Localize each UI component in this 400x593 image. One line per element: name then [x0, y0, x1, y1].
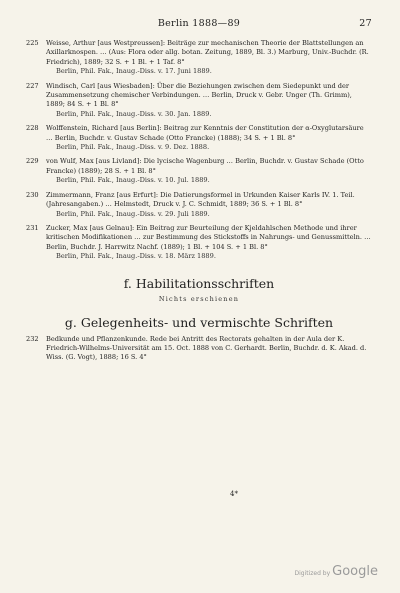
entry-number: 227: [26, 81, 39, 90]
section-f-title: f. Habilitationsschriften: [123, 275, 275, 291]
entry-citation: Weisse, Arthur [aus Westpreussen]: Beiträge zur mechanischen Theorie der Blattstellungen an Axillarknospen. … (Aus: Flora oder allg. botan. Zeitung, 1889, Bl. 3.) Marburg, Univ.-Buchdr. (R. Friedrich), 1889; 32 S. + 1 Bl. + 1 Taf. 8°: [46, 39, 369, 66]
signature-mark: 4*: [230, 490, 238, 498]
list-item: [26, 82, 372, 120]
page-number: 27: [359, 18, 372, 29]
entry-number: 229: [26, 157, 39, 166]
list-item: [26, 39, 372, 77]
entry-number: 228: [26, 124, 39, 133]
entry-text: [46, 157, 372, 185]
entry-imprint: Berlin, Phil. Fak., Inaug.-Diss. v. 9. Dez. 1888.: [56, 143, 210, 152]
entry-number: 230: [26, 190, 39, 199]
entry-citation: Zimmermann, Franz [aus Erfurt]: Die Datierungsformel in Urkunden Kaiser Karls IV. 1. Teil. (Jahresangaben.) … Helmstedt, Druck v. J. C. Schmidt, 1889; 36 S. + 1 Bl. 8°: [46, 190, 355, 209]
section-g-title: g. Gelegenheits- und vermischte Schriften: [64, 314, 334, 330]
entry-imprint: Berlin, Phil. Fak., Inaug.-Diss. v. 29. Juli 1889.: [56, 209, 210, 218]
entry-imprint: Berlin, Phil. Fak., Inaug.-Diss. v. 30. Jan. 1889.: [56, 109, 212, 118]
entry-text: [46, 82, 372, 120]
entry-number: 225: [26, 39, 39, 47]
section-f-note: Nichts erschienen: [158, 294, 240, 303]
entry-list: [26, 39, 372, 262]
entry-text: [46, 39, 372, 77]
digitization-stamp: [294, 560, 378, 579]
running-header: [26, 18, 372, 34]
entry-text: [46, 191, 372, 219]
entry-imprint: Berlin, Phil. Fak., Inaug.-Diss. v. 10. Jul. 1889.: [56, 176, 210, 185]
entry-citation: Windisch, Carl [aus Wiesbaden]: Über die Beziehungen zwischen dem Siedepunkt und der Zusammensetzung chemischer Verbindungen. … Berlin, Druck v. Gebr. Unger (Th. Grimm), 1889; 84 S. + 1 Bl. 8°: [46, 81, 352, 109]
entry-text: Bedkunde und Pflanzenkunde. Rede bei Antritt des Rectorats gehalten in der Aula der K. Friedrich-Wilhelms-Universität am 15. Oct. 1888 von C. Gerhardt. Berlin, Buchdr. d. K. Akad. d. Wiss. (G. Vogt), 1888; 16 S. 4°: [46, 334, 367, 362]
entry-citation: Wolffenstein, Richard [aus Berlin]: Beitrag zur Kenntnis der Constitution der α-Oxyglutarsäure … Berlin, Buchdr. v. Gustav Schade (Otto Francke) (1888); 34 S. + 1 Bl. 8°: [46, 124, 364, 142]
list-item: [26, 191, 372, 219]
running-title: Berlin 1888—89: [157, 18, 241, 29]
google-logo-icon: Google: [332, 564, 378, 579]
list-item: [26, 124, 372, 152]
entry-imprint: Berlin, Phil. Fak., Inaug.-Diss. v. 17. Juni 1889.: [56, 67, 212, 76]
entry-text: [46, 224, 372, 262]
entry-citation: Zucker, Max [aus Gelnau]: Ein Beitrag zur Beurteilung der Kjeldahlschen Methode und ihrer kritischen Modifikationen … zur Bestimmung des Stickstoffs in Nahrungs- und Genussmitteln. … Berlin, Buchdr. J. Harrwitz Nachf. (1889); 1 Bl. + 104 S. + 1 Bl. 8°: [46, 223, 371, 251]
entry-number: 232: [26, 334, 39, 343]
entry-imprint: Berlin, Phil. Fak., Inaug.-Diss. v. 18. März 1889.: [56, 252, 216, 261]
list-item: [26, 157, 372, 185]
entry-text: [46, 124, 372, 152]
stamp-prefix: Digitized by: [294, 570, 331, 577]
list-item: [26, 224, 372, 262]
list-item: [26, 335, 372, 363]
entry-citation: von Wulf, Max [aus Livland]: Die lycische Wagenburg … Berlin, Buchdr. v. Gustav Schade (Otto Francke) (1889); 28 S. + 1 Bl. 8°: [46, 157, 364, 175]
entry-number: 231: [26, 223, 39, 232]
